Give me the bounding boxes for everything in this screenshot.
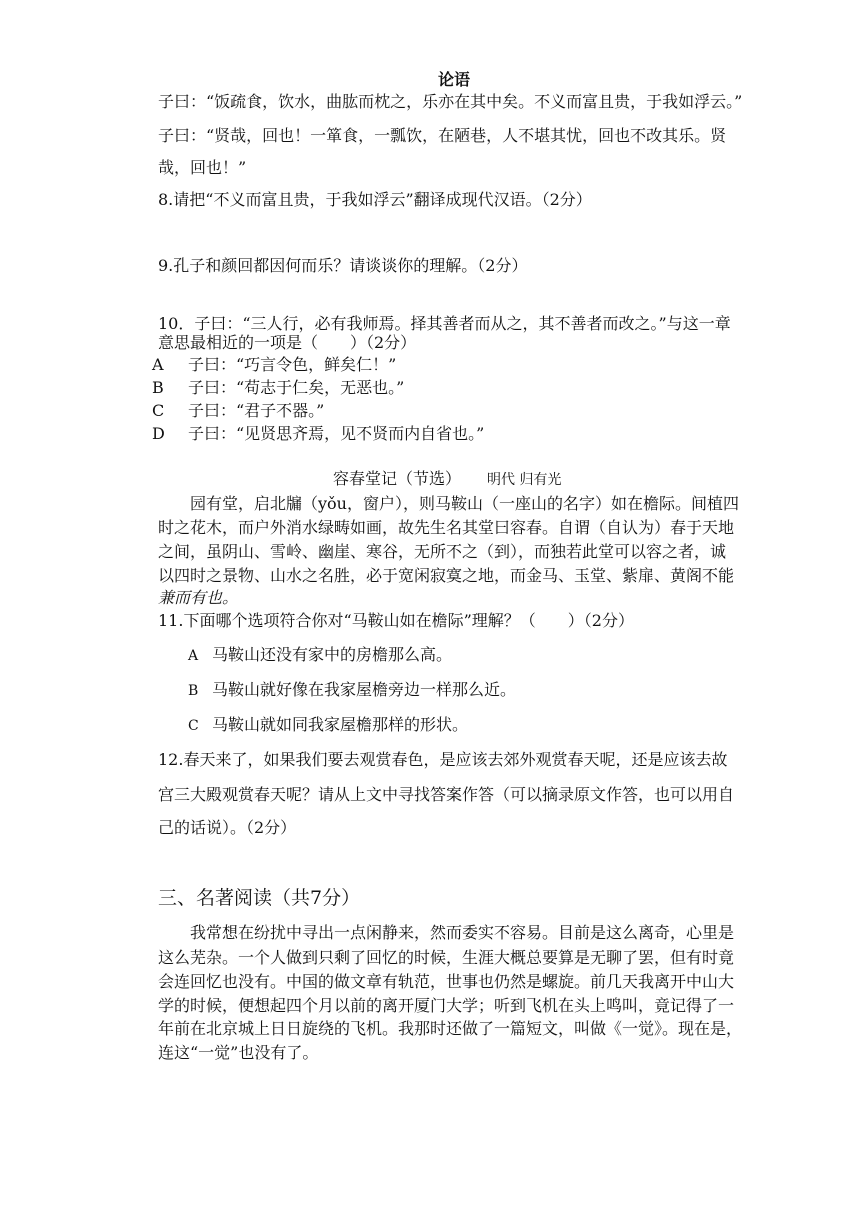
q11-option-a xyxy=(188,645,452,666)
q11-option-c xyxy=(188,715,468,736)
option-letter: D xyxy=(152,424,165,443)
rongchun-line-4: 以四时之景物、山水之名胜，必于宽闲寂寞之地，而金马、玉堂、紫扉、黄阁不能 xyxy=(158,566,735,585)
q10-option-d xyxy=(152,424,484,444)
option-letter: A xyxy=(188,648,199,664)
option-letter: B xyxy=(188,683,199,699)
q10-option-c xyxy=(152,401,324,421)
rongchun-author: 明代 归有光 xyxy=(487,472,562,488)
lunyu-passage-2b: 哉，回也！” xyxy=(158,158,247,177)
section3-line-5: 年前在北京城上日日旋绕的飞机。我那时还做了一篇短文，叫做《一觉》。现在是， xyxy=(158,1019,743,1038)
option-letter: B xyxy=(152,378,164,397)
lunyu-passage-1: 子曰：“饭疏食，饮水，曲肱而枕之，乐亦在其中矣。不义而富且贵，于我如浮云。” xyxy=(158,92,743,111)
rongchun-line-3: 之间，虽阴山、雪岭、幽崖、寒谷，无所不之（到），而独若此堂可以容之者，诚 xyxy=(158,542,727,561)
option-text: 马鞍山就如同我家屋檐那样的形状。 xyxy=(212,715,469,734)
rongchun-header xyxy=(333,469,561,490)
section3-line-4: 学的时候，便想起四个月以前的离开厦门大学；听到飞机在头上鸣叫，竟记得了一 xyxy=(158,996,735,1015)
section3-line-6: 连这“一觉”也没有了。 xyxy=(158,1043,319,1062)
section3-line-1: 我常想在纷扰中寻出一点闲静来，然而委实不容易。目前是这么离奇，心里是 xyxy=(190,923,735,942)
rongchun-line-2: 时之花木，而户外消水绿畴如画，故先生名其堂曰容春。自谓（自认为）春于天地 xyxy=(158,518,735,537)
question-8: 8.请把“不义而富且贵，于我如浮云”翻译成现代汉语。（2分） xyxy=(158,190,592,209)
lunyu-passage-2a: 子曰：“贤哉，回也！一箪食，一瓢饮，在陋巷，人不堪其忧，回也不改其乐。贤 xyxy=(158,126,727,145)
rongchun-line-1: 园有堂，启北牖（yǒu，窗户），则马鞍山（一座山的名字）如在檐际。间植四 xyxy=(190,494,739,513)
option-letter: C xyxy=(152,401,165,420)
section-3-heading: 三、名著阅读（共7分） xyxy=(158,887,361,909)
option-letter: A xyxy=(152,355,164,374)
question-10-stem-cont: 意思最相近的一项是（ ）（2分） xyxy=(158,333,417,352)
section3-line-2: 这么芜杂。一个人做到只剩了回忆的时候，生涯大概总要算是无聊了罢，但有时竟 xyxy=(158,948,735,967)
section3-line-3: 会连回忆也没有。中国的做文章有轨范，世事也仍然是螺旋。前几天我离开中山大 xyxy=(158,972,735,991)
option-letter: C xyxy=(188,718,199,734)
question-12-line-3: 己的话说）。（2分） xyxy=(158,818,297,837)
q10-option-a xyxy=(152,355,396,375)
option-text: 子曰：“巧言令色，鲜矣仁！” xyxy=(188,355,397,374)
question-9: 9.孔子和颜回都因何而乐？请谈谈你的理解。（2分） xyxy=(158,256,528,275)
option-text: 马鞍山就好像在我家屋檐旁边一样那么近。 xyxy=(212,680,517,699)
option-text: 子曰：“见贤思齐焉，见不贤而内自省也。” xyxy=(188,424,485,443)
question-12-line-1: 12.春天来了，如果我们要去观赏春色，是应该去郊外观赏春天呢，还是应该去故 xyxy=(158,750,728,769)
question-10-stem: 10．子曰：“三人行，必有我师焉。择其善者而从之，其不善者而改之。”与这一章 xyxy=(158,314,731,333)
question-11-stem: 11.下面哪个选项符合你对“马鞍山如在檐际”理解？（ ）（2分） xyxy=(158,611,634,630)
option-text: 子曰：“苟志于仁矣，无恶也。” xyxy=(188,378,405,397)
lunyu-title: 论语 xyxy=(438,70,471,89)
question-12-line-2: 宫三大殿观赏春天呢？请从上文中寻找答案作答（可以摘录原文作答，也可以用自 xyxy=(158,785,735,804)
option-text: 子曰：“君子不器。” xyxy=(188,401,325,420)
rongchun-title: 容春堂记（节选） xyxy=(333,469,462,488)
q10-option-b xyxy=(152,378,404,398)
q11-option-b xyxy=(188,680,516,701)
rongchun-line-5: 兼而有也。 xyxy=(158,588,239,607)
option-text: 马鞍山还没有家中的房檐那么高。 xyxy=(212,645,453,664)
